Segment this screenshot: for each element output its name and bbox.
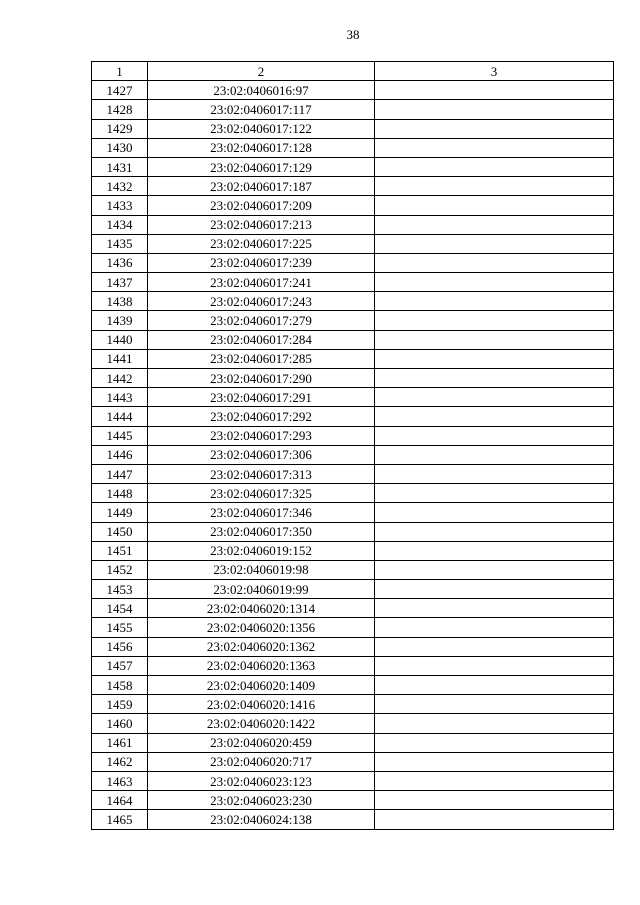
table-row — [92, 580, 614, 599]
table-row — [92, 330, 614, 349]
cadastral-number-cell: 23:02:0406017:213 — [148, 215, 375, 234]
table-row — [92, 177, 614, 196]
note-cell — [375, 445, 614, 464]
note-cell — [375, 733, 614, 752]
cadastral-number-cell: 23:02:0406017:292 — [148, 407, 375, 426]
note-cell — [375, 426, 614, 445]
row-number-cell: 1431 — [92, 157, 148, 176]
table-row — [92, 215, 614, 234]
row-number-cell: 1427 — [92, 81, 148, 100]
table-row — [92, 733, 614, 752]
table-row — [92, 349, 614, 368]
row-number-cell: 1465 — [92, 810, 148, 829]
note-cell — [375, 196, 614, 215]
row-number-cell: 1454 — [92, 599, 148, 618]
table-row — [92, 311, 614, 330]
row-number-cell: 1450 — [92, 522, 148, 541]
cadastral-number-cell: 23:02:0406017:291 — [148, 388, 375, 407]
row-number-cell: 1440 — [92, 330, 148, 349]
cadastral-number-cell: 23:02:0406020:1409 — [148, 676, 375, 695]
row-number-cell: 1434 — [92, 215, 148, 234]
table-row — [92, 771, 614, 790]
column-header-3: 3 — [375, 62, 614, 81]
note-cell — [375, 464, 614, 483]
table-row — [92, 369, 614, 388]
cadastral-number-cell: 23:02:0406017:285 — [148, 349, 375, 368]
row-number-cell: 1442 — [92, 369, 148, 388]
table-body — [92, 81, 614, 829]
cadastral-number-cell: 23:02:0406017:293 — [148, 426, 375, 445]
cadastral-number-cell: 23:02:0406017:350 — [148, 522, 375, 541]
table-row — [92, 695, 614, 714]
table-row — [92, 656, 614, 675]
row-number-cell: 1443 — [92, 388, 148, 407]
cadastral-number-cell: 23:02:0406023:230 — [148, 791, 375, 810]
row-number-cell: 1432 — [92, 177, 148, 196]
cadastral-number-cell: 23:02:0406017:346 — [148, 503, 375, 522]
cadastral-number-cell: 23:02:0406020:459 — [148, 733, 375, 752]
table-row — [92, 157, 614, 176]
table-row — [92, 618, 614, 637]
table-row — [92, 541, 614, 560]
table-row — [92, 273, 614, 292]
table-row — [92, 560, 614, 579]
table-row — [92, 253, 614, 272]
note-cell — [375, 407, 614, 426]
note-cell — [375, 771, 614, 790]
row-number-cell: 1455 — [92, 618, 148, 637]
table-header — [92, 62, 614, 81]
table-row — [92, 522, 614, 541]
cadastral-number-cell: 23:02:0406020:1363 — [148, 656, 375, 675]
note-cell — [375, 234, 614, 253]
row-number-cell: 1449 — [92, 503, 148, 522]
cadastral-number-cell: 23:02:0406019:98 — [148, 560, 375, 579]
cadastral-number-cell: 23:02:0406017:241 — [148, 273, 375, 292]
cadastral-number-cell: 23:02:0406024:138 — [148, 810, 375, 829]
row-number-cell: 1452 — [92, 560, 148, 579]
note-cell — [375, 637, 614, 656]
row-number-cell: 1433 — [92, 196, 148, 215]
note-cell — [375, 791, 614, 810]
cadastral-number-cell: 23:02:0406017:313 — [148, 464, 375, 483]
cadastral-number-cell: 23:02:0406017:243 — [148, 292, 375, 311]
table-row — [92, 388, 614, 407]
note-cell — [375, 177, 614, 196]
note-cell — [375, 100, 614, 119]
table-row — [92, 234, 614, 253]
table-row — [92, 676, 614, 695]
row-number-cell: 1437 — [92, 273, 148, 292]
note-cell — [375, 810, 614, 829]
cadastral-number-cell: 23:02:0406017:325 — [148, 484, 375, 503]
note-cell — [375, 330, 614, 349]
cadastral-number-cell: 23:02:0406017:239 — [148, 253, 375, 272]
cadastral-number-cell: 23:02:0406023:123 — [148, 771, 375, 790]
row-number-cell: 1456 — [92, 637, 148, 656]
row-number-cell: 1457 — [92, 656, 148, 675]
row-number-cell: 1436 — [92, 253, 148, 272]
note-cell — [375, 311, 614, 330]
table-row — [92, 81, 614, 100]
cadastral-number-cell: 23:02:0406020:1416 — [148, 695, 375, 714]
cadastral-number-cell: 23:02:0406017:117 — [148, 100, 375, 119]
column-header-2: 2 — [148, 62, 375, 81]
note-cell — [375, 81, 614, 100]
note-cell — [375, 599, 614, 618]
row-number-cell: 1448 — [92, 484, 148, 503]
cadastral-number-cell: 23:02:0406020:1356 — [148, 618, 375, 637]
table-row — [92, 752, 614, 771]
note-cell — [375, 618, 614, 637]
cadastral-number-cell: 23:02:0406017:122 — [148, 119, 375, 138]
table-row — [92, 484, 614, 503]
row-number-cell: 1446 — [92, 445, 148, 464]
table-row — [92, 503, 614, 522]
note-cell — [375, 656, 614, 675]
row-number-cell: 1429 — [92, 119, 148, 138]
row-number-cell: 1428 — [92, 100, 148, 119]
row-number-cell: 1435 — [92, 234, 148, 253]
note-cell — [375, 369, 614, 388]
cadastral-number-cell: 23:02:0406017:187 — [148, 177, 375, 196]
table-row — [92, 196, 614, 215]
table-row — [92, 464, 614, 483]
row-number-cell: 1445 — [92, 426, 148, 445]
cadastral-number-cell: 23:02:0406020:1314 — [148, 599, 375, 618]
row-number-cell: 1438 — [92, 292, 148, 311]
note-cell — [375, 349, 614, 368]
note-cell — [375, 560, 614, 579]
row-number-cell: 1430 — [92, 138, 148, 157]
table-row — [92, 426, 614, 445]
cadastral-number-cell: 23:02:0406019:152 — [148, 541, 375, 560]
note-cell — [375, 215, 614, 234]
table-row — [92, 445, 614, 464]
cadastral-number-cell: 23:02:0406020:1422 — [148, 714, 375, 733]
table-row — [92, 791, 614, 810]
note-cell — [375, 253, 614, 272]
note-cell — [375, 503, 614, 522]
cadastral-number-cell: 23:02:0406017:129 — [148, 157, 375, 176]
cadastral-number-cell: 23:02:0406016:97 — [148, 81, 375, 100]
cadastral-number-cell: 23:02:0406017:209 — [148, 196, 375, 215]
row-number-cell: 1462 — [92, 752, 148, 771]
row-number-cell: 1451 — [92, 541, 148, 560]
note-cell — [375, 388, 614, 407]
row-number-cell: 1453 — [92, 580, 148, 599]
note-cell — [375, 752, 614, 771]
table-row — [92, 292, 614, 311]
cadastral-number-cell: 23:02:0406020:1362 — [148, 637, 375, 656]
row-number-cell: 1444 — [92, 407, 148, 426]
note-cell — [375, 484, 614, 503]
note-cell — [375, 157, 614, 176]
row-number-cell: 1464 — [92, 791, 148, 810]
table-row — [92, 407, 614, 426]
note-cell — [375, 138, 614, 157]
page-number: 38 — [346, 27, 360, 42]
table-row — [92, 138, 614, 157]
cadastral-number-cell: 23:02:0406017:290 — [148, 369, 375, 388]
row-number-cell: 1459 — [92, 695, 148, 714]
note-cell — [375, 695, 614, 714]
table-row — [92, 119, 614, 138]
row-number-cell: 1447 — [92, 464, 148, 483]
cadastral-number-cell: 23:02:0406017:306 — [148, 445, 375, 464]
note-cell — [375, 541, 614, 560]
row-number-cell: 1463 — [92, 771, 148, 790]
row-number-cell: 1460 — [92, 714, 148, 733]
table-row — [92, 810, 614, 829]
row-number-cell: 1461 — [92, 733, 148, 752]
cadastral-number-cell: 23:02:0406017:284 — [148, 330, 375, 349]
note-cell — [375, 676, 614, 695]
cadastral-number-cell: 23:02:0406019:99 — [148, 580, 375, 599]
cadastral-number-cell: 23:02:0406017:279 — [148, 311, 375, 330]
table-row — [92, 100, 614, 119]
table-row — [92, 599, 614, 618]
row-number-cell: 1458 — [92, 676, 148, 695]
note-cell — [375, 522, 614, 541]
cadastral-number-cell: 23:02:0406017:128 — [148, 138, 375, 157]
cadastral-number-cell: 23:02:0406017:225 — [148, 234, 375, 253]
header-row — [92, 62, 614, 81]
note-cell — [375, 119, 614, 138]
table-row — [92, 714, 614, 733]
column-header-1: 1 — [92, 62, 148, 81]
note-cell — [375, 580, 614, 599]
note-cell — [375, 273, 614, 292]
row-number-cell: 1441 — [92, 349, 148, 368]
note-cell — [375, 714, 614, 733]
table-row — [92, 637, 614, 656]
row-number-cell: 1439 — [92, 311, 148, 330]
note-cell — [375, 292, 614, 311]
document-table — [91, 61, 614, 830]
cadastral-number-cell: 23:02:0406020:717 — [148, 752, 375, 771]
